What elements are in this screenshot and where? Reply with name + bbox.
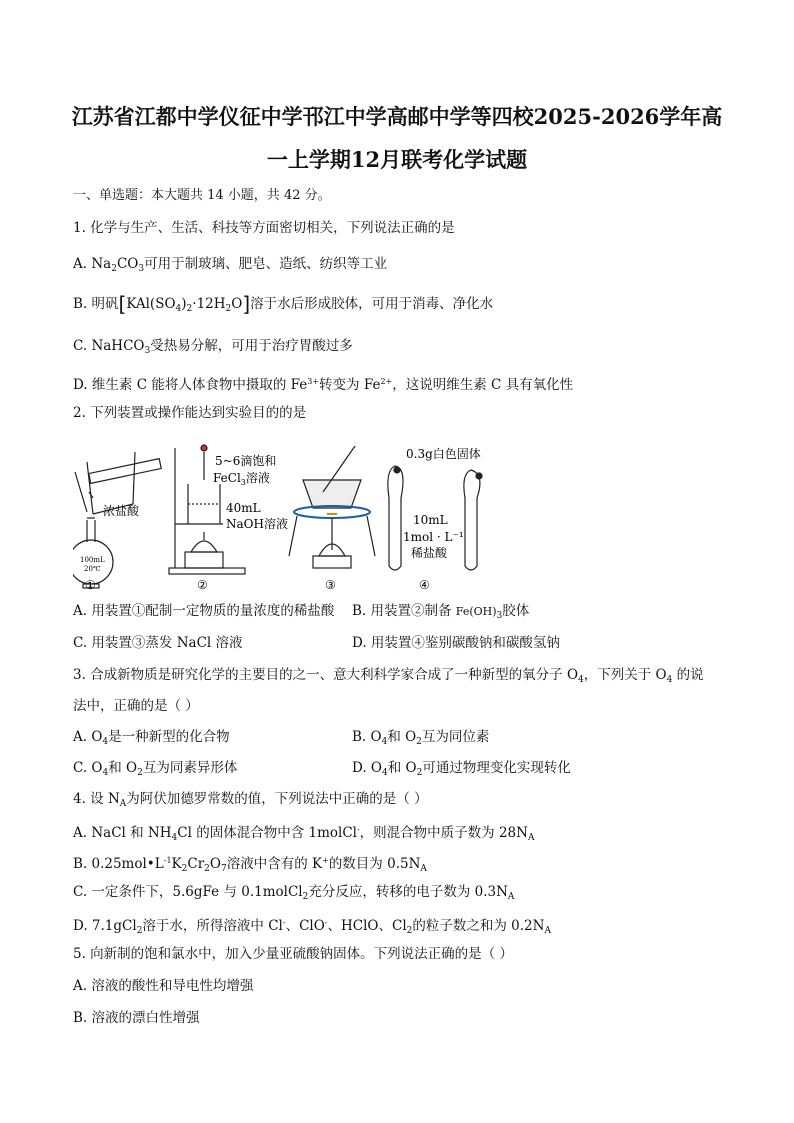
q2-option-b: B. 用装置②制备 $Fe(OH)_3$胶体 — [352, 603, 530, 621]
label-n2: ② — [197, 578, 208, 592]
exam-title-line1: 江苏省江都中学仪征中学邗江中学高邮中学等四校2025-2026学年高 — [71, 104, 723, 129]
label-flask-volume: 100mL — [80, 556, 105, 564]
q3-option-b: B. $O_4$和 $O_2$互为同位素 — [352, 729, 490, 747]
q2-option-a: A. 用装置①配制一定物质的量浓度的稀盐酸 — [73, 603, 335, 619]
q1-option-b: B. 明矾$[KAl(SO_4)_2\cdot 12H_2O]$溶于水后形成胶体，可用于消毒、净化水 — [73, 292, 494, 316]
q2-option-d: D. 用装置④鉴别碳酸钠和碳酸氢钠 — [352, 635, 560, 651]
q1-option-d: D. 维生素 C 能将人体食物中摄取的 $Fe^{3+}$转变为 $Fe^{2+}$，这说明维生素 C 具有氧化性 — [73, 377, 574, 393]
label-n3: ③ — [325, 578, 336, 592]
q4-option-b: B. $0.25mol•L^{-1}K_2Cr_2O_7$溶液中含有的 K+的数目为 $0.5N_A$ — [73, 856, 427, 874]
label-solid: 0.3g白色固体 — [406, 447, 481, 461]
q3-option-a: A. $O_4$是一种新型的化合物 — [73, 729, 230, 747]
exam-title-line2: 一上学期12月联考化学试题 — [266, 147, 528, 172]
label-acid-concentration: 1mol · L⁻¹ — [403, 530, 464, 544]
q5-option-a: A. 溶液的酸性和导电性均增强 — [73, 978, 254, 994]
label-flask-temp: 20℃ — [84, 565, 101, 573]
q2-stem: 2. 下列装置或操作能达到实验目的的是 — [73, 405, 307, 421]
label-acid-volume: 10mL — [413, 513, 448, 527]
apparatus-3 — [289, 446, 375, 568]
q1-option-a: A. $Na_2CO_3$可用于制玻璃、肥皂、造纸、纺织等工业 — [73, 256, 388, 274]
q3-stem-line2: 法中，正确的是（ ） — [73, 698, 199, 714]
q4-option-d: D. 7.1gCl$_2$溶于水，所得溶液中 Cl-、ClO-、HClO、$Cl_2$的粒子数之和为 $0.2N_A$ — [73, 918, 551, 936]
q5-stem: 5. 向新制的饱和氯水中，加入少量亚硫酸钠固体。下列说法正确的是（ ） — [73, 946, 513, 962]
label-naoh: NaOH溶液 — [226, 517, 288, 531]
label-drops-2: FeCl$_3$溶液 — [213, 471, 270, 487]
label-acid: 稀盐酸 — [411, 546, 448, 560]
q3-option-c: C. $O_4$和 $O_2$互为同素异形体 — [73, 760, 238, 778]
label-n1: ① — [85, 578, 96, 592]
section-heading: 一、单选题：本大题共 14 小题，共 42 分。 — [73, 188, 331, 203]
q1-option-c: C. NaHCO$_3$受热易分解，可用于治疗胃酸过多 — [73, 338, 353, 356]
q4-option-a: A. NaCl 和 $NH_4Cl$ 的固体混合物中含 1molCl-，则混合物中质子数为 $28N_A$ — [73, 825, 535, 843]
q1-stem: 1. 化学与生产、生活、科技等方面密切相关，下列说法正确的是 — [73, 220, 455, 236]
apparatus-figure — [73, 432, 513, 594]
q2-option-c: C. 用装置③蒸发 NaCl 溶液 — [73, 635, 243, 651]
q3-stem-line1: 3. 合成新物质是研究化学的主要目的之一、意大利科学家合成了一种新型的氧分子 $O_4$，下列关于 $O_4$ 的说 — [73, 667, 704, 685]
label-naoh-volume: 40mL — [226, 501, 261, 515]
q4-stem: 4. 设 $N_A$为阿伏加德罗常数的值，下列说法中正确的是（ ） — [73, 791, 428, 809]
q3-option-d: D. $O_4$和 $O_2$可通过物理变化实现转化 — [352, 760, 571, 778]
q5-option-b: B. 溶液的漂白性增强 — [73, 1010, 200, 1026]
q4-option-c: C. 一定条件下，5.6gFe 与 0.1molCl$_2$充分反应，转移的电子数为 $0.3N_A$ — [73, 884, 515, 902]
label-hcl: 浓盐酸 — [103, 504, 140, 518]
label-n4: ④ — [419, 578, 430, 592]
label-drops-1: 5~6滴饱和 — [215, 454, 277, 468]
